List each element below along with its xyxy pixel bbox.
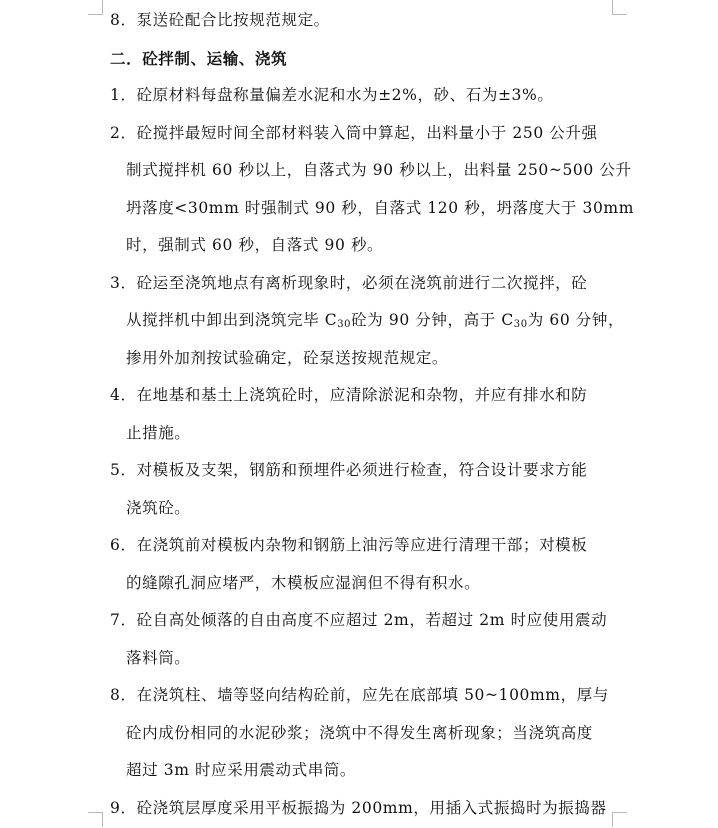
item-continuation: 止措施。: [126, 423, 191, 442]
item-continuation: 的缝隙孔洞应堵严，木模板应湿润但不得有积水。: [126, 573, 481, 592]
list-item: [110, 265, 610, 303]
item-text: 从搅拌机中卸出到浇筑完毕 C: [126, 311, 338, 329]
item-number: 9．: [110, 798, 137, 817]
item-text: 为 60 分钟，: [527, 311, 625, 329]
item-text: 砼原材料每盘称量偏差水泥和水为±2%，砂、石为±3%。: [136, 86, 554, 104]
item-continuation: 超过 3m 时应采用震动式串筒。: [126, 761, 357, 779]
item-continuation: 时，强制式 60 秒，自落式 90 秒。: [126, 236, 384, 254]
item-continuation: 砼内成份相同的水泥砂浆；浇筑中不得发生离析现象；当浇筑高度: [126, 723, 593, 742]
item-number: 4．: [110, 386, 137, 404]
item-number: 6．: [110, 536, 137, 554]
item-text: 泵送砼配合比按规范规定。: [136, 11, 330, 29]
item-continuation: 制式搅拌机 60 秒以上，自落式为 90 秒以上，出料量 250~500 公升: [126, 161, 632, 179]
page-corner-mark: [88, 812, 103, 827]
item-number: 2．: [110, 123, 137, 142]
list-item: [110, 677, 610, 715]
item-number: 3．: [110, 273, 137, 292]
item-continuation: [110, 302, 625, 340]
item-text: 砼运至浇筑地点有离析现象时，必须在浇筑前进行二次搅拌，砼: [136, 273, 588, 292]
item-continuation: 坍落度<30mm 时强制式 90 秒，自落式 120 秒，坍落度大于 30mm: [126, 198, 634, 217]
item-text: 砼为 90 分钟，高于 C: [351, 311, 514, 329]
item-continuation: 掺用外加剂按试验确定，砼泵送按规范规定。: [126, 348, 449, 367]
item-continuation: 浇筑砼。: [126, 498, 191, 517]
list-item: [110, 602, 610, 640]
list-item: [110, 377, 610, 415]
item-continuation: 落料筒。: [126, 648, 191, 667]
list-item: [110, 115, 610, 153]
document-body: [110, 0, 634, 827]
item-text: 砼浇筑层厚度采用平板振捣为 200mm，用插入式振捣时为振捣器: [136, 798, 607, 817]
item-number: 1．: [110, 86, 137, 104]
list-item: [110, 77, 610, 115]
item-text: 砼搅拌最短时间全部材料装入筒中算起，出料量小于 250 公升强: [136, 123, 598, 142]
item-text: 砼自高处倾落的自由高度不应超过 2m，若超过 2m 时应使用震动: [136, 611, 608, 629]
item-number: 8．: [110, 11, 137, 29]
page-corner-mark: [612, 0, 627, 15]
list-item: [110, 790, 610, 828]
item-text: 在浇筑前对模板内杂物和钢筋上油污等应进行清理干部；对模板: [136, 536, 588, 554]
subscript: 30: [337, 319, 352, 330]
item-number: 8．: [110, 686, 137, 704]
item-number: 7．: [110, 611, 137, 629]
item-text: 在地基和基土上浇筑砼时，应清除淤泥和杂物，并应有排水和防: [136, 386, 588, 404]
subscript: 30: [513, 319, 528, 330]
page-corner-mark: [88, 0, 103, 15]
list-item: [110, 527, 610, 565]
item-number: 5．: [110, 461, 137, 479]
list-item: [110, 2, 610, 40]
section-heading: 二．砼拌制、运输、浇筑: [110, 48, 288, 68]
list-item: [110, 452, 610, 490]
page-corner-mark: [612, 812, 627, 827]
item-text: 在浇筑柱、墙等竖向结构砼前，应先在底部填 50~100mm，厚与: [136, 686, 609, 704]
item-text: 对模板及支架，钢筋和预埋件必须进行检查，符合设计要求方能: [136, 461, 588, 479]
